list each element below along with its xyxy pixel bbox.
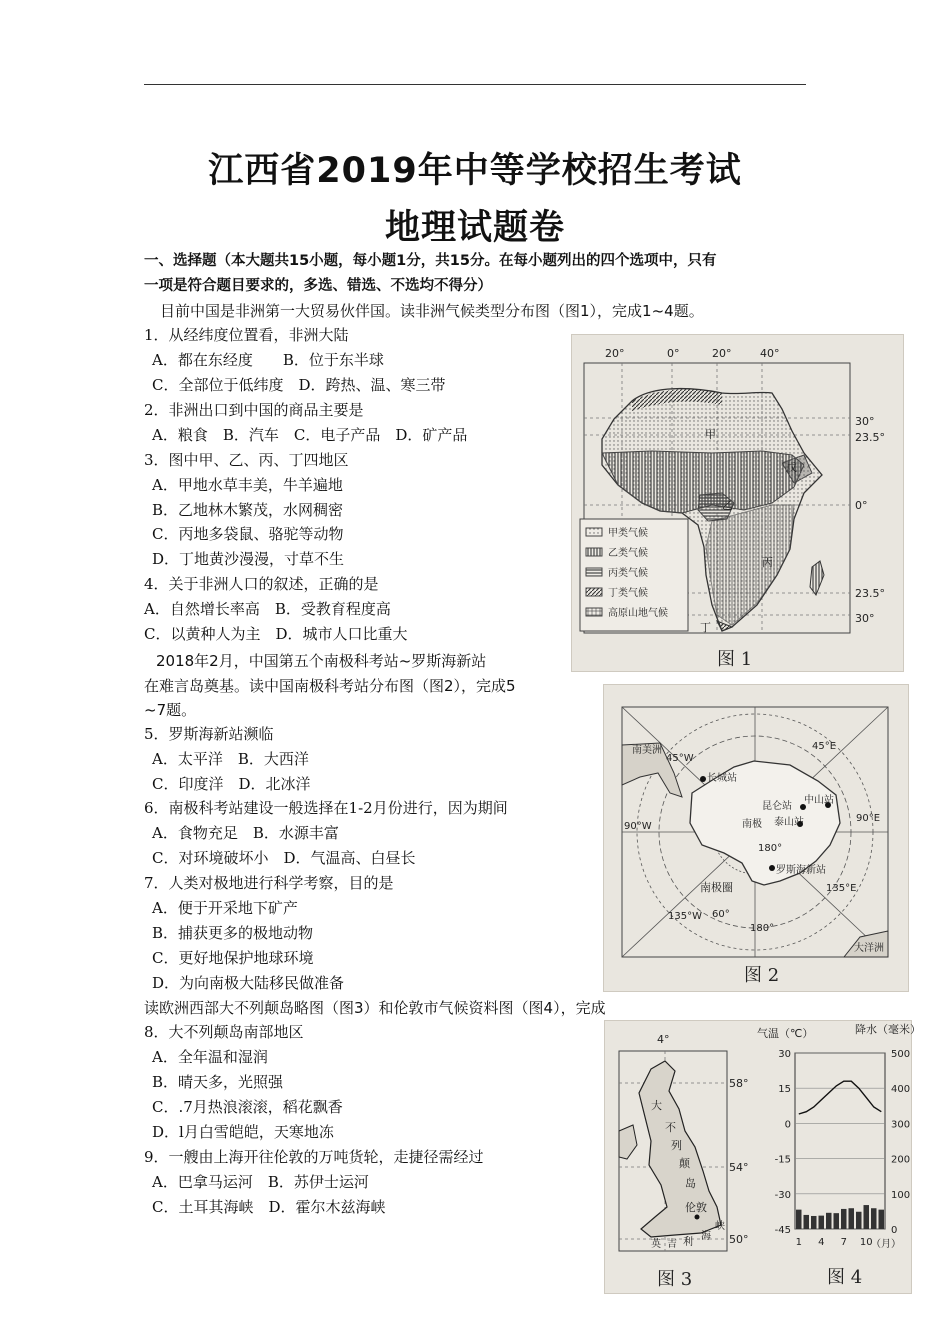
fig1-lat-label: 23.5° [855,587,885,600]
fig4-precip-bar [841,1209,847,1229]
fig4-ytick-right: 300 [891,1119,911,1131]
fig3-map-text: 岛 [685,1177,696,1190]
fig4-precip-bar [819,1216,825,1229]
fig2-place-kunlun: 昆仑站 [762,801,792,812]
fig2-degree: 180° [758,843,783,854]
fig1-lat-label: 0° [855,499,868,512]
fig1-legend-item: 甲类气候 [608,528,648,539]
section-heading-1: 一、选择题（本大题共15小题，每小题1分，共15分。在每小题列出的四个选项中，只有 [144,253,717,269]
fig4-precip-bar [849,1208,855,1229]
fig4-ytick-left: 15 [778,1084,791,1096]
fig4-precip-bar [834,1213,840,1229]
q2-stem: 2．非洲出口到中国的商品主要是 [144,401,364,419]
fig1-lon-label: 20° [712,347,732,360]
page-subtitle: 地理试题卷 [384,208,565,248]
q1-option-ab: A．都在东经度 B．位于东半球 [152,351,384,369]
fig4-ytick-left: 0 [784,1119,791,1131]
fig3-map-text: 颠 [679,1157,690,1170]
fig3-lat-label: 54° [729,1161,749,1174]
fig1-legend-item: 丁类气候 [608,588,648,599]
q6-option-cd: C．对环境破坏小 D．气温高、白昼长 [152,849,416,867]
fig4-ytick-right: 0 [891,1225,898,1236]
q4-option-cd: C．以黄种人为主 D．城市人口比重大 [144,625,408,643]
fig4-ytick-left: -30 [774,1189,791,1201]
fig3-map-text: 不 [665,1121,676,1134]
fig1-lon-label: 20° [605,347,625,360]
q1-stem: 1．从经纬度位置看，非洲大陆 [144,326,349,344]
fig4-precip-bar [879,1210,885,1229]
fig3-map-text: 大 [651,1099,662,1112]
fig3-lat-label: 58° [729,1077,749,1090]
q3-option-b: B．乙地林木繁茂，水网稠密 [152,501,344,519]
fig3-map-text: 海 [701,1231,711,1242]
intro-2-line-3: ~7题。 [144,701,197,719]
fig2-place-rossnew: 罗斯海新站 [776,865,826,876]
fig4-precip-bar [804,1215,810,1229]
fig3-map-text: 吉 [667,1239,677,1250]
fig3-caption: 图 3 [657,1269,693,1290]
fig4-precip-bar [811,1216,817,1229]
intro-2-line-1: 2018年2月，中国第五个南极科考站~罗斯海新站 [156,652,487,670]
fig4-temp-axis-label: 气温（℃） [757,1027,814,1040]
page-title: 江西省2019年中等学校招生考试 [208,151,742,191]
intro-2-line-2: 在难言岛奠基。读中国南极科考站分布图（图2），完成5 [144,677,516,695]
q8-option-a: A．全年温和湿润 [152,1048,268,1066]
fig4-precip-bar [826,1213,832,1229]
q7-option-c: C．更好地保护地球环境 [152,949,314,967]
fig4-precip-bar [856,1212,862,1229]
top-rule [144,84,806,85]
fig3-lat-label: 50° [729,1233,749,1246]
fig2-place-aus: 大洋洲 [854,943,884,954]
fig2-degree: 60° [712,909,730,920]
fig3-map-text: 利 [683,1237,693,1248]
fig4-precip-axis-label: 降水（毫米） [855,1023,921,1036]
ross-sea-station-marker [769,865,775,871]
fig2-place-zhongshan: 中山站 [804,795,834,806]
fig3-map-text: 峡 [715,1221,725,1232]
q3-option-d: D．丁地黄沙漫漫，寸草不生 [152,550,345,568]
fig2-degree: 135°W [668,911,702,922]
fig4-precip-bar [871,1208,877,1229]
fig2-place-circle: 南极圈 [700,881,733,894]
q5-stem: 5．罗斯海新站濒临 [144,725,274,743]
fig4-xtick: 7 [840,1237,847,1248]
fig4-xtick: 1 [795,1237,802,1248]
fig2-degree: 180° [750,923,775,934]
fig1-zone-wu: 戊 [786,461,797,474]
changcheng-station-marker [700,776,706,782]
fig2-place-sam: 南美洲 [632,745,662,756]
fig2-caption: 图 2 [744,965,780,986]
fig1-zone-ding: 丁 [700,621,711,634]
fig1-lat-label: 23.5° [855,431,885,444]
fig3-map-text: 列 [671,1139,682,1152]
fig4-precip-bar [796,1210,802,1229]
q7-option-d: D．为向南极大陆移民做准备 [152,974,345,992]
fig4-temperature-line [799,1081,882,1114]
fig2-degree: 135°E [826,883,857,894]
q3-option-c: C．丙地多袋鼠、骆驼等动物 [152,525,344,543]
q5-option-ab: A．太平洋 B．大西洋 [152,750,309,768]
fig2-place-changcheng: 长城站 [707,773,737,784]
fig1-caption: 图 1 [717,649,753,670]
fig1-zone-bing: 丙 [762,556,773,569]
fig4-ytick-left: -15 [774,1154,791,1166]
fig2-degree: 90°E [856,813,881,824]
q9-stem: 9．一艘由上海开往伦敦的万吨货轮，走捷径需经过 [144,1148,484,1166]
fig3-map-text: 伦敦 [685,1201,707,1214]
intro-1: 目前中国是非洲第一大贸易伙伴国。读非洲气候类型分布图（图1），完成1~4题。 [160,302,704,320]
figure-1-africa-climate-map [571,334,904,672]
q8-option-b: B．晴天多，光照强 [152,1073,284,1091]
fig4-xtick: 10 [859,1237,873,1248]
fig4-ytick-left: -45 [774,1225,791,1236]
q8-option-c: C．.7月热浪滚滚，稻花飘香 [152,1098,343,1116]
q7-option-a: A．便于开采地下矿产 [152,899,298,917]
q3-option-a: A．甲地水草丰美，牛羊遍地 [152,476,343,494]
fig1-lat-label: 30° [855,612,875,625]
fig2-degree: 45°E [812,741,837,752]
fig4-ytick-right: 200 [891,1154,911,1166]
section-heading-2: 一项是符合题目要求的，多选、错选、不选均不得分） [144,278,492,294]
fig1-lat-label: 30° [855,415,875,428]
fig1-legend-item: 丙类气候 [608,568,648,579]
fig1-lon-label: 40° [760,347,780,360]
fig3-map-text: 英 [651,1239,661,1250]
fig2-place-nanji: 南极 [742,819,762,830]
fig3-lon-label: 4° [657,1033,670,1046]
q5-option-cd: C．印度洋 D．北冰洋 [152,775,311,793]
fig1-legend-item: 乙类气候 [608,548,648,559]
fig4-month-unit: （月） [871,1239,901,1250]
london-marker [695,1215,700,1220]
fig2-degree: 45°W [666,753,694,764]
fig4-ytick-right: 100 [891,1189,911,1201]
fig1-lon-label: 0° [667,347,680,360]
q9-option-cd: C．土耳其海峡 D．霍尔木兹海峡 [152,1198,386,1216]
fig4-xtick: 4 [818,1237,825,1248]
fig4-ytick-right: 500 [891,1049,911,1060]
fig1-legend-item: 高原山地气候 [608,608,668,619]
q8-stem: 8．大不列颠岛南部地区 [144,1023,304,1041]
fig4-caption: 图 4 [827,1267,863,1288]
intro-3: 读欧洲西部大不列颠岛略图（图3）和伦敦市气候资料图（图4），完成 [144,999,606,1017]
q1-option-cd: C．全部位于低纬度 D．跨热、温、寒三带 [152,376,446,394]
q4-stem: 4．关于非洲人口的叙述，正确的是 [144,575,379,593]
q6-option-ab: A．食物充足 B．水源丰富 [152,824,339,842]
q3-stem: 3．图中甲、乙、丙、丁四地区 [144,451,349,469]
fig1-zone-yi: 乙 [722,499,733,512]
fig2-place-taishan: 泰山站 [774,817,804,828]
q4-option-ab: A．自然增长率高 B．受教育程度高 [144,600,391,618]
q6-stem: 6．南极科考站建设一般选择在1-2月份进行，因为期间 [144,799,508,817]
fig4-ytick-left: 30 [778,1049,791,1060]
q2-options: A．粮食 B．汽车 C．电子产品 D．矿产品 [152,426,468,444]
fig4-ytick-right: 400 [891,1084,911,1096]
fig2-degree: 90°W [624,821,652,832]
fig4-precip-bar [864,1205,870,1229]
figure-3-4-britain-london-climate [604,1020,921,1294]
q9-option-ab: A．巴拿马运河 B．苏伊士运河 [152,1173,369,1191]
figure-2-antarctic-stations-map [603,684,909,992]
q8-option-d: D．l月白雪皑皑，天寒地冻 [152,1123,334,1141]
q7-stem: 7．人类对极地进行科学考察，目的是 [144,874,394,892]
fig1-zone-jia: 甲 [705,428,716,441]
q7-option-b: B．捕获更多的极地动物 [152,924,314,942]
fig4-plot-area [795,1053,885,1229]
